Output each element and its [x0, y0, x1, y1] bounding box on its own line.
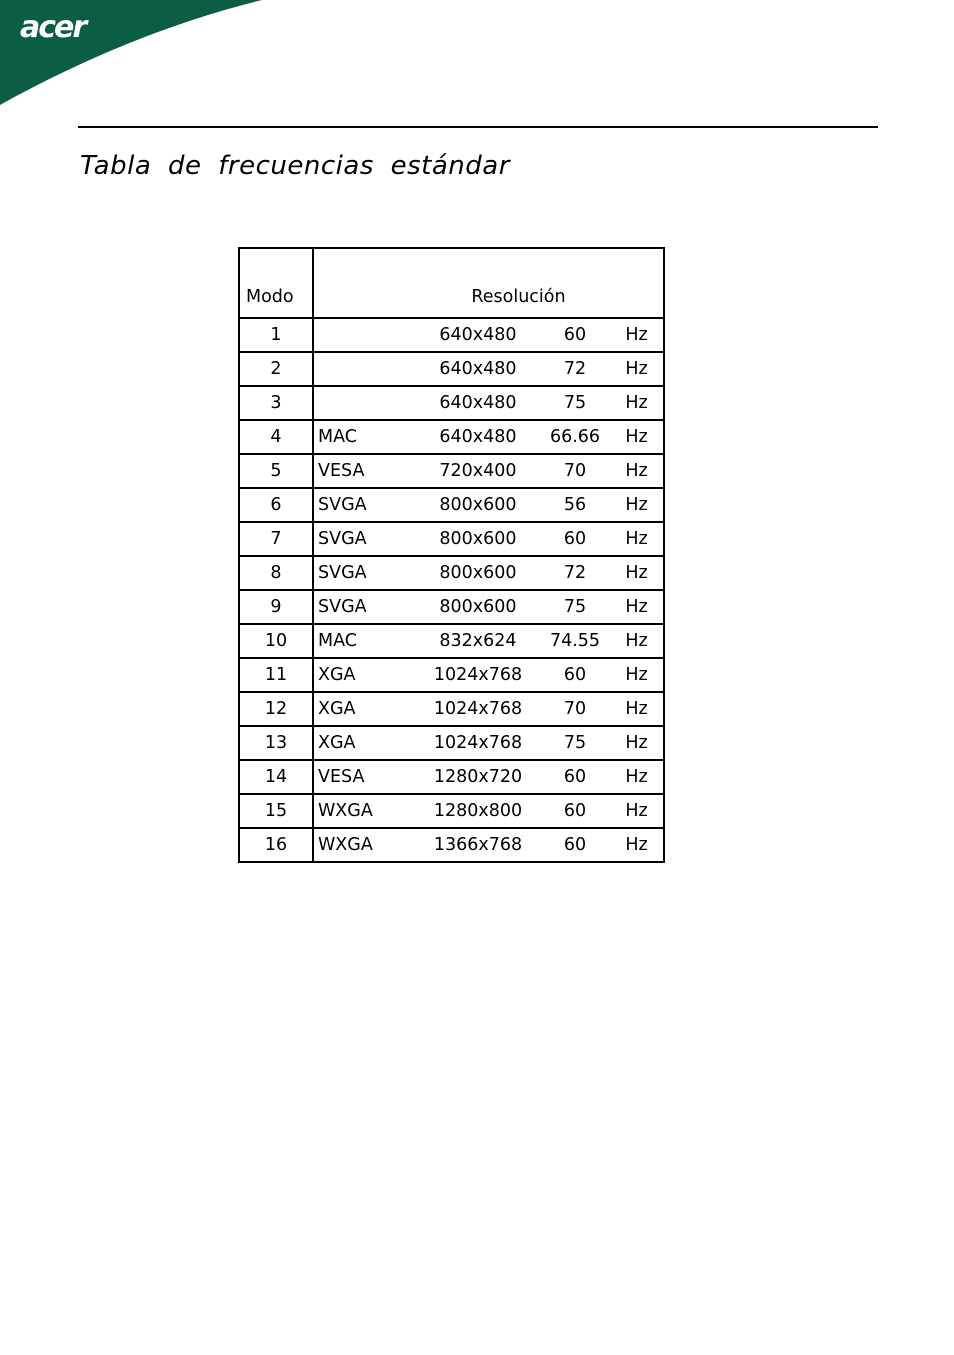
- standard-name: MAC: [318, 427, 357, 447]
- resolution-value: 800x600: [439, 563, 517, 583]
- standard-name: SVGA: [318, 529, 367, 549]
- table-row: [239, 794, 664, 828]
- mode-cell: 11: [239, 658, 313, 692]
- mode-cell: 8: [239, 556, 313, 590]
- frequency-table: [238, 247, 665, 863]
- refresh-rate: 60: [563, 801, 587, 821]
- resolution-cell: [313, 590, 664, 624]
- resolution-cell: [313, 386, 664, 420]
- rate-unit: Hz: [625, 665, 648, 685]
- resolution-cell: [313, 522, 664, 556]
- table-row: [239, 386, 664, 420]
- header-mode: Modo: [239, 248, 313, 318]
- refresh-rate: 72: [563, 563, 587, 583]
- acer-logo: acer: [20, 10, 86, 45]
- rate-unit: Hz: [625, 631, 648, 651]
- refresh-rate: 60: [563, 665, 587, 685]
- mode-cell: 5: [239, 454, 313, 488]
- refresh-rate: 70: [563, 461, 587, 481]
- table-row: [239, 760, 664, 794]
- resolution-cell: [313, 658, 664, 692]
- refresh-rate: 56: [563, 495, 587, 515]
- resolution-cell: [313, 692, 664, 726]
- resolution-cell: [313, 828, 664, 862]
- resolution-value: 1024x768: [433, 733, 523, 753]
- header-rule: [78, 126, 878, 128]
- refresh-rate: 60: [563, 835, 587, 855]
- brand-banner: [0, 0, 954, 130]
- rate-unit: Hz: [625, 835, 648, 855]
- rate-unit: Hz: [625, 495, 648, 515]
- rate-unit: Hz: [625, 359, 648, 379]
- standard-name: WXGA: [318, 835, 373, 855]
- resolution-value: 720x400: [439, 461, 517, 481]
- resolution-cell: [313, 760, 664, 794]
- resolution-value: 800x600: [439, 495, 517, 515]
- resolution-value: 640x480: [439, 393, 517, 413]
- mode-cell: 16: [239, 828, 313, 862]
- refresh-rate: 75: [563, 393, 587, 413]
- mode-cell: 2: [239, 352, 313, 386]
- table-row: [239, 590, 664, 624]
- resolution-cell: [313, 420, 664, 454]
- standard-name: VESA: [318, 767, 365, 787]
- mode-cell: 10: [239, 624, 313, 658]
- mode-cell: 6: [239, 488, 313, 522]
- table-row: [239, 454, 664, 488]
- table-row: [239, 828, 664, 862]
- resolution-value: 1280x720: [433, 767, 523, 787]
- rate-unit: Hz: [625, 597, 648, 617]
- table-row: [239, 692, 664, 726]
- rate-unit: Hz: [625, 427, 648, 447]
- standard-name: WXGA: [318, 801, 373, 821]
- resolution-cell: [313, 454, 664, 488]
- header-resolution: Resolución: [313, 248, 664, 318]
- mode-cell: 12: [239, 692, 313, 726]
- table-row: [239, 318, 664, 352]
- resolution-value: 1366x768: [433, 835, 523, 855]
- resolution-cell: [313, 726, 664, 760]
- table-row: [239, 488, 664, 522]
- standard-name: XGA: [318, 665, 356, 685]
- standard-name: MAC: [318, 631, 357, 651]
- table-row: [239, 726, 664, 760]
- mode-cell: 15: [239, 794, 313, 828]
- standard-name: XGA: [318, 733, 356, 753]
- resolution-cell: [313, 488, 664, 522]
- resolution-cell: [313, 624, 664, 658]
- resolution-value: 1280x800: [433, 801, 523, 821]
- mode-cell: 9: [239, 590, 313, 624]
- mode-cell: 7: [239, 522, 313, 556]
- rate-unit: Hz: [625, 733, 648, 753]
- resolution-cell: [313, 318, 664, 352]
- rate-unit: Hz: [625, 325, 648, 345]
- refresh-rate: 60: [563, 767, 587, 787]
- resolution-value: 640x480: [439, 325, 517, 345]
- resolution-cell: [313, 556, 664, 590]
- resolution-cell: [313, 794, 664, 828]
- rate-unit: Hz: [625, 563, 648, 583]
- rate-unit: Hz: [625, 461, 648, 481]
- refresh-rate: 74.55: [549, 631, 601, 651]
- resolution-cell: [313, 352, 664, 386]
- table-row: [239, 624, 664, 658]
- resolution-value: 832x624: [439, 631, 517, 651]
- resolution-value: 640x480: [439, 359, 517, 379]
- refresh-rate: 66.66: [549, 427, 601, 447]
- refresh-rate: 60: [563, 325, 587, 345]
- resolution-value: 800x600: [439, 597, 517, 617]
- mode-cell: 1: [239, 318, 313, 352]
- mode-cell: 4: [239, 420, 313, 454]
- table-row: [239, 420, 664, 454]
- standard-name: VESA: [318, 461, 365, 481]
- refresh-rate: 70: [563, 699, 587, 719]
- table-row: [239, 352, 664, 386]
- rate-unit: Hz: [625, 393, 648, 413]
- standard-name: SVGA: [318, 597, 367, 617]
- standard-name: SVGA: [318, 495, 367, 515]
- refresh-rate: 75: [563, 733, 587, 753]
- mode-cell: 14: [239, 760, 313, 794]
- table-row: [239, 556, 664, 590]
- refresh-rate: 60: [563, 529, 587, 549]
- page-title: Tabla de frecuencias estándar: [80, 151, 510, 181]
- resolution-value: 800x600: [439, 529, 517, 549]
- rate-unit: Hz: [625, 529, 648, 549]
- refresh-rate: 75: [563, 597, 587, 617]
- resolution-value: 1024x768: [433, 665, 523, 685]
- resolution-value: 640x480: [439, 427, 517, 447]
- rate-unit: Hz: [625, 801, 648, 821]
- refresh-rate: 72: [563, 359, 587, 379]
- mode-cell: 13: [239, 726, 313, 760]
- standard-name: XGA: [318, 699, 356, 719]
- rate-unit: Hz: [625, 767, 648, 787]
- standard-name: SVGA: [318, 563, 367, 583]
- resolution-value: 1024x768: [433, 699, 523, 719]
- table-body: [239, 318, 664, 862]
- table-row: [239, 522, 664, 556]
- table-row: [239, 658, 664, 692]
- table-header-row: [239, 248, 664, 318]
- mode-cell: 3: [239, 386, 313, 420]
- rate-unit: Hz: [625, 699, 648, 719]
